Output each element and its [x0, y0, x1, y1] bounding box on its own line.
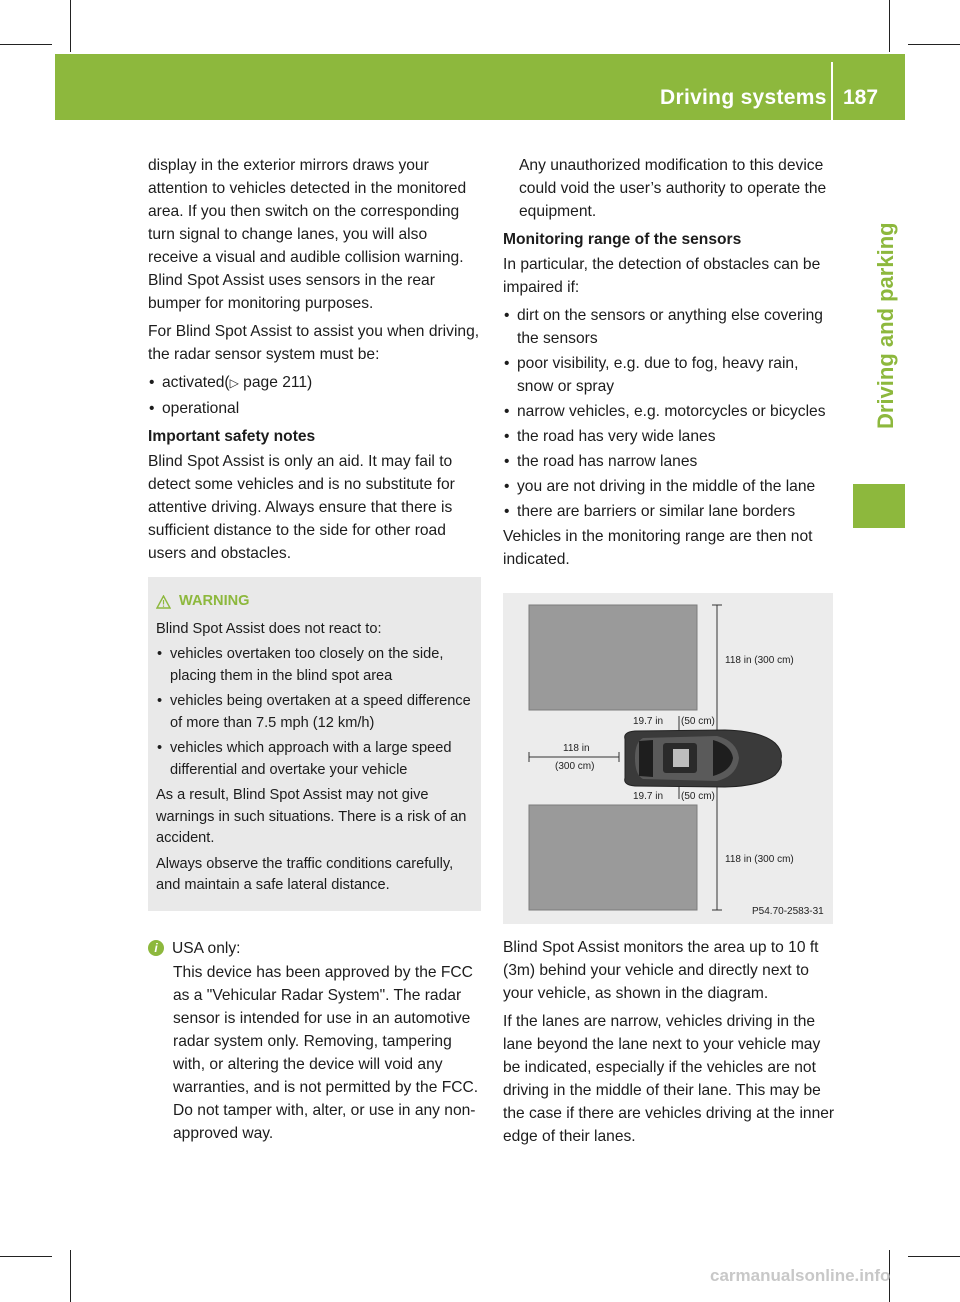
bullet: •	[504, 503, 510, 520]
list-item: • activated(▷ page 211)	[148, 371, 481, 395]
crop-mark	[70, 1250, 71, 1302]
bullet: •	[504, 453, 510, 470]
list-item: • operational	[148, 397, 481, 420]
bullet: •	[157, 693, 163, 709]
label-gap-bottom-cm: (50 cm)	[681, 791, 715, 802]
page-number: 187	[843, 86, 879, 109]
header-divider	[831, 62, 833, 120]
bullet: •	[504, 355, 510, 372]
monitored-zone-top	[529, 605, 697, 710]
paragraph: display in the exterior mirrors draws your attention to vehicles detected in the monitored area. If you then switch on the corresponding turn signal to change lanes, you will also receive a visual and audible collision warning. Blind Spot Assist uses sensors in the rear bumper for monitoring purposes.	[148, 157, 467, 312]
warning-item: • vehicles being overtaken at a speed difference of more than 7.5 mph (12 km/h)	[157, 693, 471, 731]
bullet: •	[504, 478, 510, 495]
bullet: •	[504, 428, 510, 445]
label-gap-top-cm: (50 cm)	[681, 716, 715, 727]
warning-intro: Blind Spot Assist does not react to:	[156, 620, 382, 637]
right-column	[503, 154, 836, 1153]
bullet: •	[157, 740, 163, 756]
warning-box	[148, 577, 481, 911]
blind-spot-diagram	[503, 593, 833, 924]
bullet: •	[149, 400, 155, 417]
list-item: • narrow vehicles, e.g. motorcycles or bicycles	[503, 400, 836, 423]
warning-triangle-icon	[156, 595, 171, 609]
info-icon: i	[148, 940, 164, 956]
chapter-title: Driving and parking	[873, 222, 898, 429]
page-ref-arrow-icon: ▷	[229, 376, 239, 390]
crop-mark	[70, 0, 71, 52]
bullet: •	[504, 307, 510, 324]
crop-mark	[908, 44, 960, 45]
warning-paragraph: As a result, Blind Spot Assist may not give warnings in such situations. There is a risk of an accident.	[156, 787, 467, 846]
list-item: • the road has narrow lanes	[503, 450, 836, 473]
list-item: • you are not driving in the middle of the lane	[503, 475, 836, 498]
warning-paragraph: Always observe the traffic conditions carefully, and maintain a safe lateral distance.	[156, 855, 454, 893]
crop-mark	[889, 0, 890, 52]
list-item: • poor visibility, e.g. due to fog, heavy rain, snow or spray	[503, 352, 836, 398]
left-column	[148, 154, 481, 1145]
label-rear-in: 118 in	[563, 743, 590, 754]
warning-item: • vehicles which approach with a large speed differential and overtake your vehicle	[157, 740, 452, 778]
warning-title-row	[156, 591, 473, 613]
label-rear-cm: (300 cm)	[555, 761, 595, 772]
diagram-svg	[503, 593, 833, 924]
warning-title: WARNING	[179, 593, 250, 609]
list-item: • there are barriers or similar lane borders	[503, 500, 836, 523]
list-item: • the road has very wide lanes	[503, 425, 836, 448]
bullet: •	[504, 403, 510, 420]
paragraph: If the lanes are narrow, vehicles driving in the lane beyond the lane next to your vehicle may be indicated, especially if the vehicles are not driving in the middle of their lane. This may be the case if there are vehicles driving at the inner edge of their lanes.	[503, 1013, 835, 1145]
info-head	[148, 937, 481, 960]
warning-item: • vehicles overtaken too closely on the side, placing them in the blind spot area	[157, 646, 444, 684]
info-body: This device has been approved by the FCC as a "Vehicular Radar System". The radar sensor is intended for use in an automotive radar system only. Removing, tampering with, or altering the device will void any warranties, and is not permitted by the FCC. Do not tamper with, alter, or use in any non-approved way.	[173, 963, 479, 1142]
paragraph: Blind Spot Assist monitors the area up to 10 ft (3m) behind your vehicle and directly next to your vehicle, as shown in the diagram.	[503, 939, 819, 1002]
info-title: USA only:	[172, 939, 241, 957]
paragraph: Vehicles in the monitoring range are then not indicated.	[503, 528, 813, 568]
car-top-view	[625, 730, 782, 787]
page-reference[interactable]: page 211)	[238, 374, 313, 391]
monitored-zone-bottom	[529, 805, 697, 910]
section-title: Driving systems	[660, 86, 827, 109]
figure-code: P54.70-2583-31	[752, 906, 824, 917]
bullet: •	[157, 646, 163, 662]
heading-safety-notes: Important safety notes	[148, 428, 316, 445]
label-top-range: 118 in (300 cm)	[725, 655, 794, 666]
heading-monitoring-range: Monitoring range of the sensors	[503, 231, 742, 248]
info-continuation: Any unauthorized modification to this device could void the user’s authority to operate the equipment.	[519, 157, 827, 220]
label-bottom-range: 118 in (300 cm)	[725, 854, 794, 865]
crop-mark	[908, 1256, 960, 1257]
bullet: •	[149, 374, 155, 391]
crop-mark	[0, 44, 52, 45]
paragraph: Blind Spot Assist is only an aid. It may fail to detect some vehicles and is no substitute for attentive driving. Always ensure that there is sufficient distance to the side for other road users and obstacles.	[148, 453, 455, 562]
watermark: carmanualsonline.info	[710, 1266, 891, 1285]
label-gap-bottom: 19.7 in	[633, 791, 664, 802]
paragraph: In particular, the detection of obstacles can be impaired if:	[503, 256, 821, 296]
list-item: • dirt on the sensors or anything else covering the sensors	[503, 304, 836, 350]
paragraph: For Blind Spot Assist to assist you when driving, the radar sensor system must be:	[148, 323, 480, 363]
chapter-tab	[853, 484, 905, 528]
crop-mark	[0, 1256, 52, 1257]
label-gap-top: 19.7 in	[633, 716, 664, 727]
info-note	[148, 937, 481, 1145]
